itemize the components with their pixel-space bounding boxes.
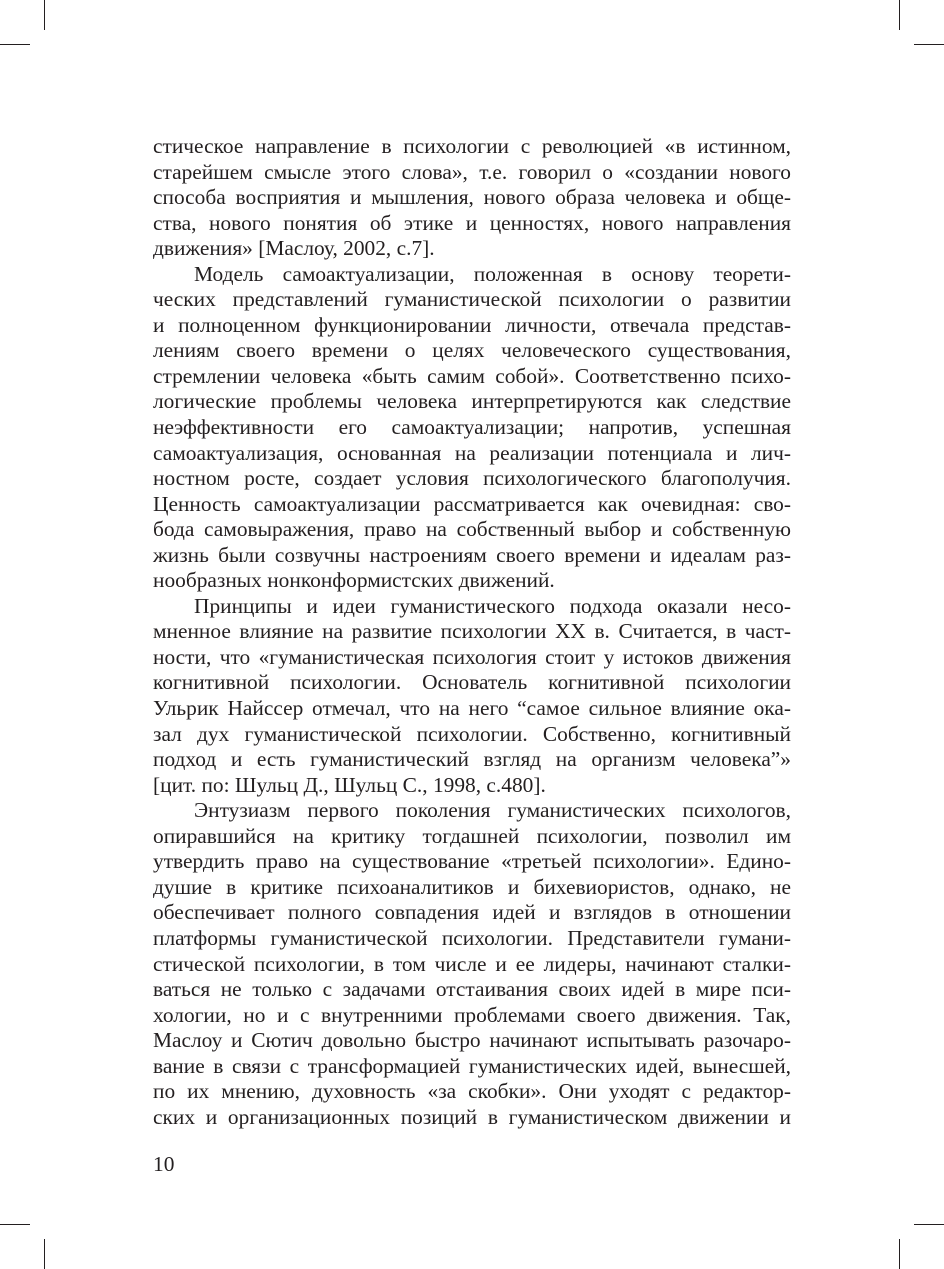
- text-line: ства, нового понятия об этике и ценностях, нового направления: [153, 210, 791, 235]
- text-line: утвердить право на существование «третьей психологии». Едино-: [153, 849, 791, 874]
- text-line: жизнь были созвучны настроениям своего времени и идеалам раз-: [153, 542, 791, 567]
- body-text: [153, 134, 791, 1130]
- paragraph-4: [153, 798, 791, 1130]
- text-line: Принципы и идеи гуманистического подхода оказали несо-: [194, 593, 791, 618]
- text-line: ностном росте, создает условия психологического благополучия.: [153, 466, 791, 491]
- text-line: Энтузиазм первого поколения гуманистических психологов,: [194, 798, 791, 823]
- text-line: Маслоу и Сютич довольно быстро начинают испытывать разочаро-: [153, 1028, 791, 1053]
- text-line: стремлении человека «быть самим собой». Соответственно психо-: [153, 363, 791, 388]
- text-line: вание в связи с трансформацией гуманистических идей, вынесшей,: [153, 1053, 791, 1078]
- text-line: ских и организационных позиций в гуманистическом движении и: [153, 1104, 791, 1129]
- text-line: логические проблемы человека интерпретируются как следствие: [153, 389, 791, 414]
- paragraph-1: [153, 134, 791, 262]
- text-line: самоактуализация, основанная на реализации потенциала и лич-: [153, 440, 791, 465]
- text-line: мненное влияние на развитие психологии XX в. Считается, в част-: [153, 619, 791, 644]
- crop-mark-bottom-right-vertical: [899, 1239, 900, 1269]
- text-line: лениям своего времени о целях человеческого существования,: [153, 338, 791, 363]
- text-line: Модель самоактуализации, положенная в основу теорети-: [194, 261, 791, 286]
- paragraph-2: [153, 262, 791, 594]
- text-line: [цит. по: Шульц Д., Шульц С., 1998, с.480].: [153, 772, 546, 797]
- text-line: платформы гуманистической психологии. Представители гумани-: [153, 925, 791, 950]
- text-line: когнитивной психологии. Основатель когнитивной психологии: [153, 670, 791, 695]
- text-line: ческих представлений гуманистической психологии о развитии: [153, 287, 791, 312]
- text-line: опиравшийся на критику тогдашней психологии, позволил им: [153, 823, 791, 848]
- paragraph-3: [153, 594, 791, 798]
- crop-mark-bottom-left-horizontal: [0, 1224, 30, 1225]
- text-line: ности, что «гуманистическая психология стоит у истоков движения: [153, 644, 791, 669]
- text-line: бода самовыражения, право на собственный выбор и собственную: [153, 517, 791, 542]
- text-line: способа восприятия и мышления, нового образа человека и обще-: [153, 185, 791, 210]
- crop-mark-bottom-left-vertical: [44, 1239, 45, 1269]
- text-line: старейшем смысле этого слова», т.е. говорил о «создании нового: [153, 159, 791, 184]
- crop-mark-bottom-right-horizontal: [914, 1224, 944, 1225]
- text-line: и полноценном функционировании личности, отвечала представ-: [153, 312, 791, 337]
- text-line: ваться не только с задачами отстаивания своих идей в мире пси-: [153, 977, 791, 1002]
- text-line: по их мнению, духовность «за скобки». Они уходят с редактор-: [153, 1079, 791, 1104]
- text-line: движения» [Маслоу, 2002, с.7].: [153, 236, 435, 261]
- crop-mark-top-left-horizontal: [0, 44, 30, 45]
- text-line: зал дух гуманистической психологии. Собственно, когнитивный: [153, 721, 791, 746]
- crop-mark-top-right-horizontal: [914, 44, 944, 45]
- text-line: стическое направление в психологии с революцией «в истинном,: [153, 134, 791, 158]
- text-line: стической психологии, в том числе и ее лидеры, начинают сталки-: [153, 951, 791, 976]
- text-line: хологии, но и с внутренними проблемами своего движения. Так,: [153, 1002, 791, 1027]
- text-line: неэффективности его самоактуализации; напротив, успешная: [153, 415, 791, 440]
- text-line: подход и есть гуманистический взгляд на организм человека”»: [153, 747, 791, 772]
- text-line: обеспечивает полного совпадения идей и взглядов в отношении: [153, 900, 791, 925]
- crop-mark-top-left-vertical: [44, 0, 45, 30]
- crop-mark-top-right-vertical: [899, 0, 900, 30]
- page-number: 10: [153, 1152, 175, 1176]
- text-line: душие в критике психоаналитиков и бихевиористов, однако, не: [153, 874, 791, 899]
- text-line: нообразных нонконформистских движений.: [153, 568, 555, 593]
- text-line: Ценность самоактуализации рассматривается как очевидная: сво-: [153, 491, 791, 516]
- text-line: Ульрик Найссер отмечал, что на него “самое сильное влияние ока-: [153, 696, 791, 721]
